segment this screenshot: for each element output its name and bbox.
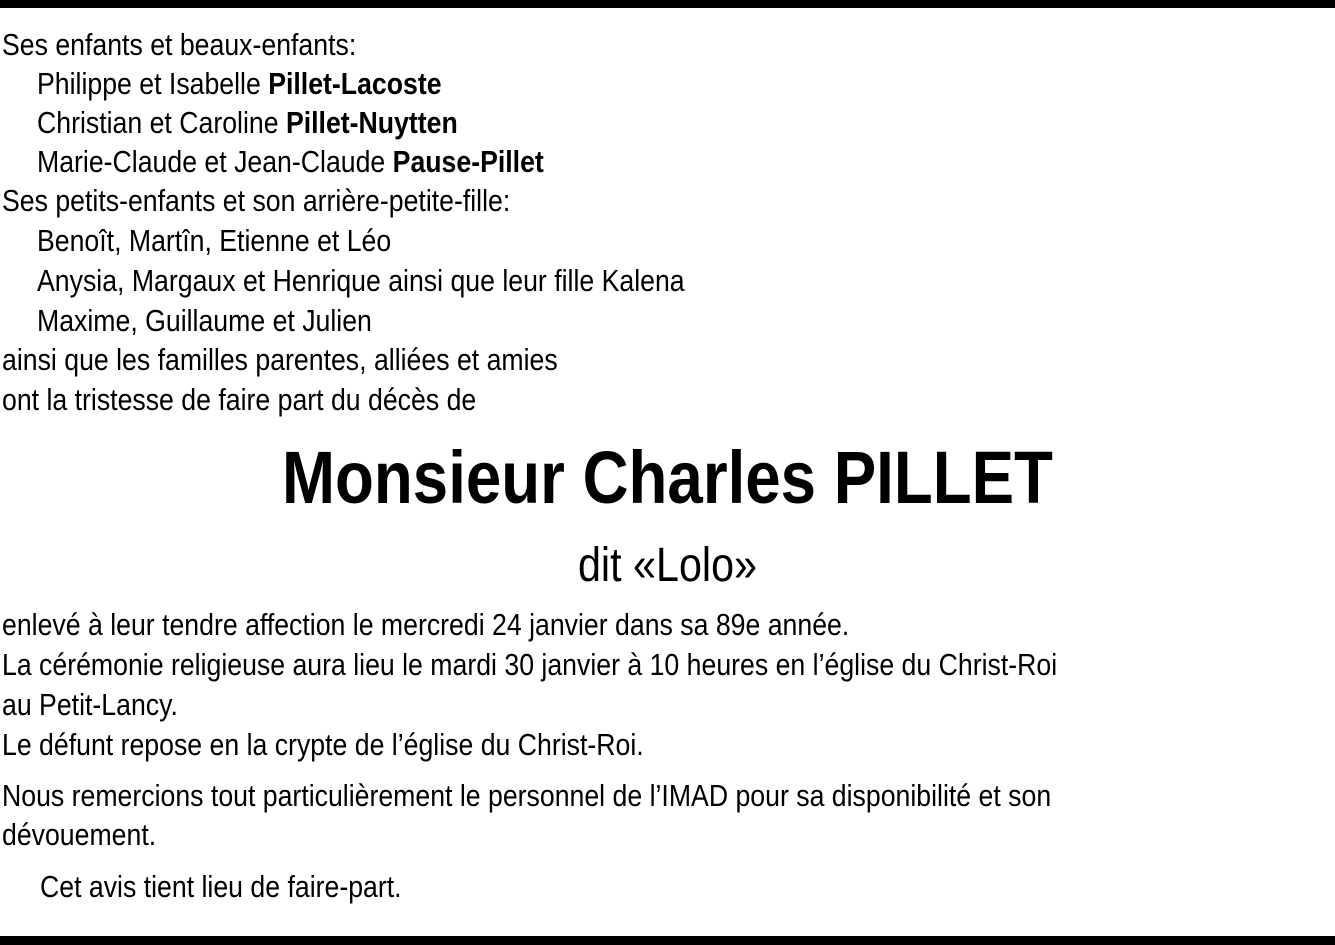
thanks-line-1: Nous remercions tout particulièrement le personnel de l’IMAD pour sa disponibilité et son [2, 778, 1052, 813]
detail-line-4: Le défunt repose en la crypte de l’église du Christ-Roi. [2, 727, 644, 762]
deceased-name: Monsieur Charles PILLET [282, 436, 1053, 519]
child-2-surname: Pillet-Nuytten [285, 105, 458, 140]
children-intro: Ses enfants et beaux-enfants: [2, 27, 357, 62]
child-1-surname: Pillet-Lacoste [268, 66, 442, 101]
bottom-border-rule [0, 936, 1335, 945]
grandchildren-intro: Ses petits-enfants et son arrière-petite-fille: [2, 183, 511, 218]
grandchildren-line-1: Benoît, Martîn, Etienne et Léo [37, 223, 392, 258]
thanks-line-2: dévouement. [2, 817, 157, 852]
detail-line-3: au Petit-Lancy. [2, 687, 178, 722]
deceased-nickname: dit «Lolo» [577, 539, 758, 592]
child-line-3 [37, 142, 544, 182]
detail-line-1: enlevé à leur tendre affection le mercredi 24 janvier dans sa 89e année. [2, 607, 850, 642]
grandchildren-line-2: Anysia, Margaux et Henrique ainsi que leur fille Kalena [37, 263, 685, 298]
detail-line-2: La cérémonie religieuse aura lieu le mardi 30 janvier à 10 heures en l’église du Christ-Roi [2, 647, 1058, 682]
child-line-1 [37, 64, 442, 104]
grandchildren-line-3: Maxime, Guillaume et Julien [37, 303, 372, 338]
closing-line: Cet avis tient lieu de faire-part. [40, 869, 402, 904]
child-1-names: Philippe et Isabelle [37, 66, 269, 101]
families-line: ainsi que les familles parentes, alliées et amies [2, 342, 558, 377]
announce-line: ont la tristesse de faire part du décès de [2, 382, 477, 417]
top-border-rule [0, 0, 1335, 8]
child-2-names: Christian et Caroline [37, 105, 286, 140]
child-3-names: Marie-Claude et Jean-Claude [37, 144, 393, 179]
child-3-surname: Pause-Pillet [392, 144, 544, 179]
child-line-2 [37, 103, 458, 143]
